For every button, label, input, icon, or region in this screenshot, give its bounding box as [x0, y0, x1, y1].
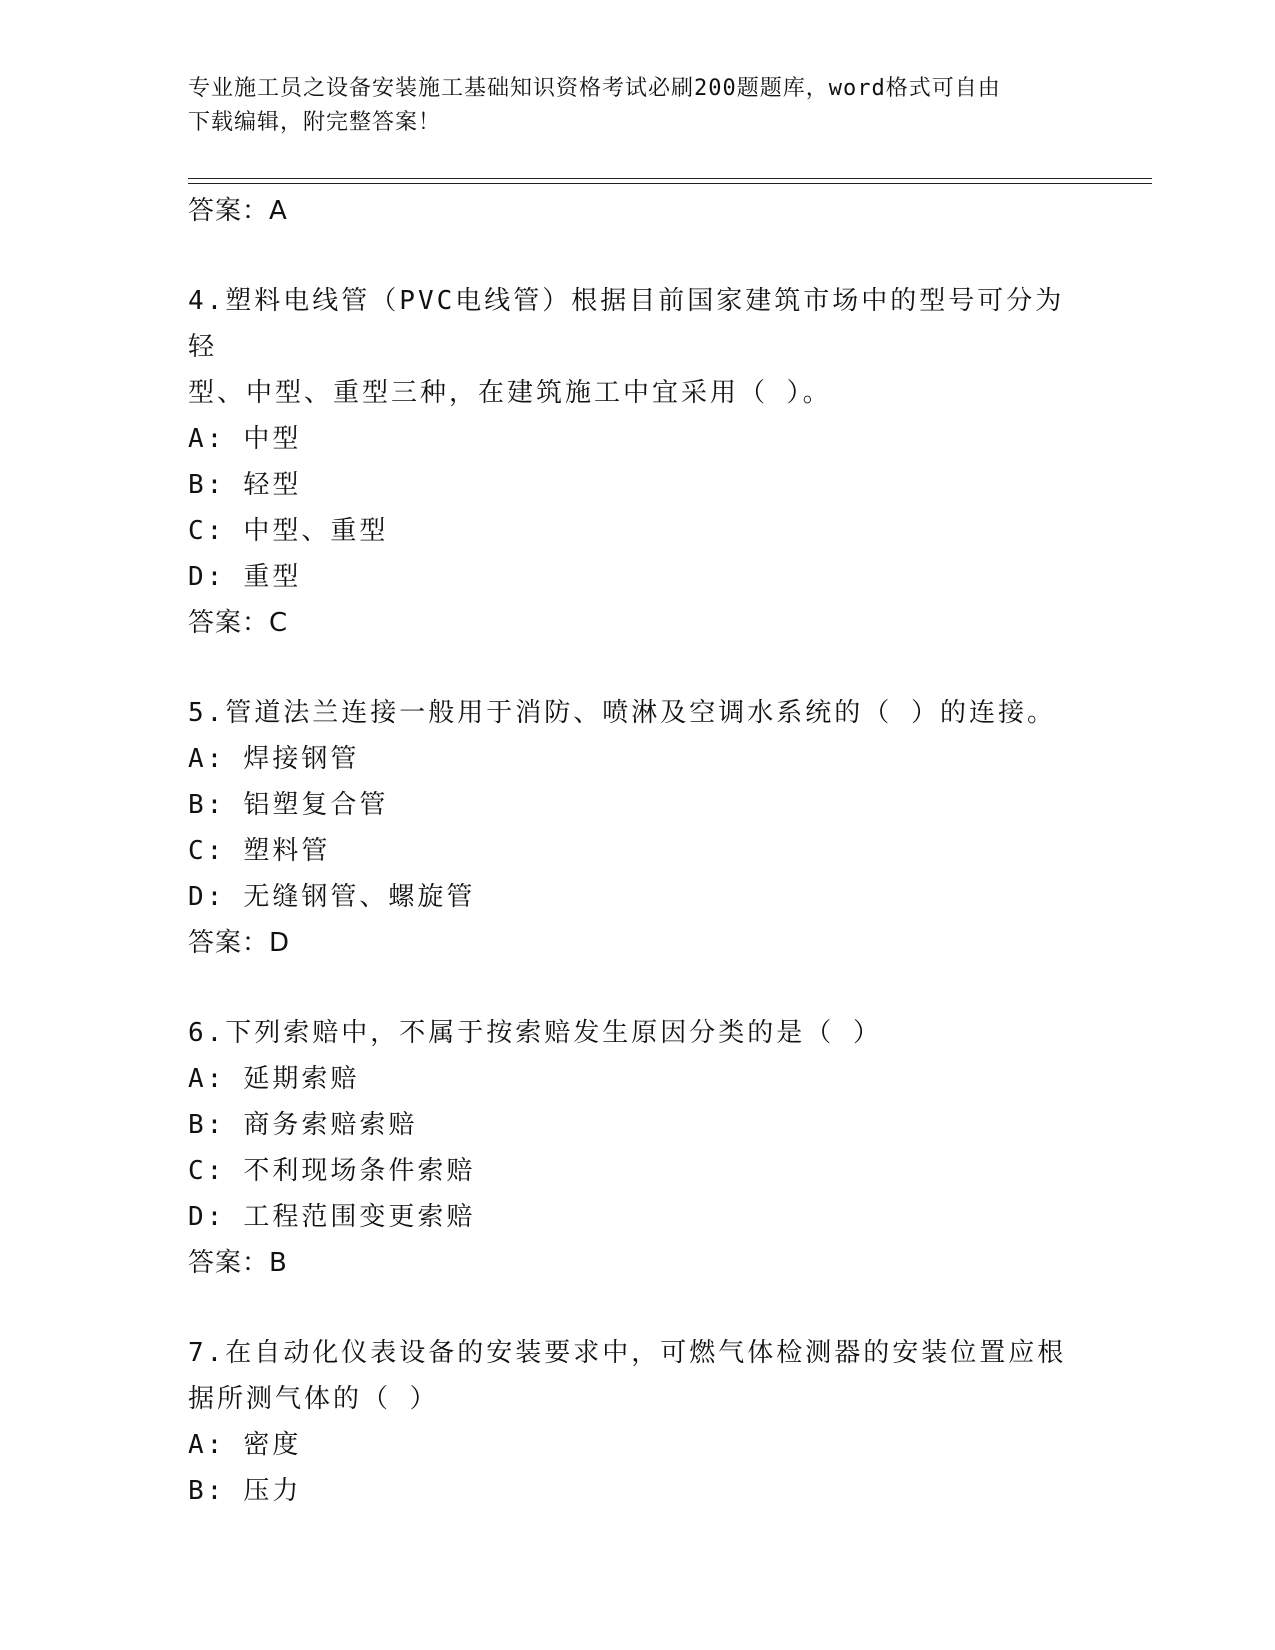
option-letter: A: — [188, 744, 226, 774]
header-rule-top — [188, 178, 1152, 179]
option-letter: C: — [188, 836, 226, 866]
answer-option — [188, 874, 1148, 920]
option-text: 轻型 — [243, 470, 302, 500]
option-text: 塑料管 — [243, 836, 331, 866]
header-rule-bottom — [188, 183, 1152, 184]
option-letter: B: — [188, 790, 226, 820]
header-line-1: 专业施工员之设备安装施工基础知识资格考试必刷200题题库，word格式可自由 — [188, 76, 1001, 101]
answer-option — [188, 1468, 1148, 1514]
answer-option — [188, 1148, 1148, 1194]
answer-option — [188, 1194, 1148, 1240]
question-stem — [188, 1330, 1088, 1422]
answer-option — [188, 1422, 1148, 1468]
option-text: 不利现场条件索赔 — [243, 1156, 476, 1186]
option-letter: A: — [188, 424, 226, 454]
option-text: 无缝钢管、螺旋管 — [243, 882, 476, 912]
option-text: 延期索赔 — [243, 1064, 360, 1094]
option-letter: A: — [188, 1064, 226, 1094]
option-letter: A: — [188, 1430, 226, 1460]
option-letter: C: — [188, 516, 226, 546]
answer-line: 答案：B — [188, 1248, 288, 1278]
option-text: 焊接钢管 — [243, 744, 360, 774]
option-letter: D: — [188, 1202, 226, 1232]
option-letter: C: — [188, 1156, 226, 1186]
question-stem — [188, 278, 1088, 416]
option-text: 中型、重型 — [243, 516, 389, 546]
question-stem-line: 型、中型、重型三种，在建筑施工中宜采用（ ）。 — [188, 378, 832, 408]
answer-option — [188, 782, 1148, 828]
answer-option — [188, 462, 1148, 508]
spacer — [188, 234, 1148, 278]
question-stem-line: 6.下列索赔中，不属于按索赔发生原因分类的是（ ） — [188, 1018, 882, 1048]
option-text: 工程范围变更索赔 — [243, 1202, 476, 1232]
question-stem-line: 据所测气体的（ ） — [188, 1384, 439, 1414]
option-letter: D: — [188, 882, 226, 912]
answer-option — [188, 736, 1148, 782]
question-stem-line: 7.在自动化仪表设备的安装要求中，可燃气体检测器的安装位置应根 — [188, 1338, 1067, 1368]
question-list — [188, 188, 1148, 1514]
answer-option — [188, 828, 1148, 874]
page-header — [188, 72, 1088, 140]
answer-option — [188, 1056, 1148, 1102]
option-letter: B: — [188, 470, 226, 500]
question-stem-line: 5.管道法兰连接一般用于消防、喷淋及空调水系统的（ ）的连接。 — [188, 698, 1056, 728]
answer-line: 答案：A — [188, 196, 288, 226]
answer-option — [188, 1102, 1148, 1148]
spacer — [188, 1286, 1148, 1330]
option-text: 密度 — [243, 1430, 302, 1460]
answer-line: 答案：C — [188, 608, 289, 638]
question-stem — [188, 690, 1088, 736]
option-text: 压力 — [243, 1476, 302, 1506]
option-text: 铝塑复合管 — [243, 790, 389, 820]
option-text: 商务索赔索赔 — [243, 1110, 418, 1140]
question-stem — [188, 1010, 1088, 1056]
option-letter: D: — [188, 562, 226, 592]
option-letter: B: — [188, 1110, 226, 1140]
spacer — [188, 646, 1148, 690]
spacer — [188, 966, 1148, 1010]
header-line-2: 下载编辑，附完整答案！ — [188, 110, 442, 135]
option-text: 重型 — [243, 562, 302, 592]
answer-option — [188, 508, 1148, 554]
answer-line: 答案：D — [188, 928, 291, 958]
option-letter: B: — [188, 1476, 226, 1506]
answer-option — [188, 554, 1148, 600]
question-stem-line: 4.塑料电线管（PVC电线管）根据目前国家建筑市场中的型号可分为轻 — [188, 286, 1065, 362]
option-text: 中型 — [243, 424, 302, 454]
answer-option — [188, 416, 1148, 462]
